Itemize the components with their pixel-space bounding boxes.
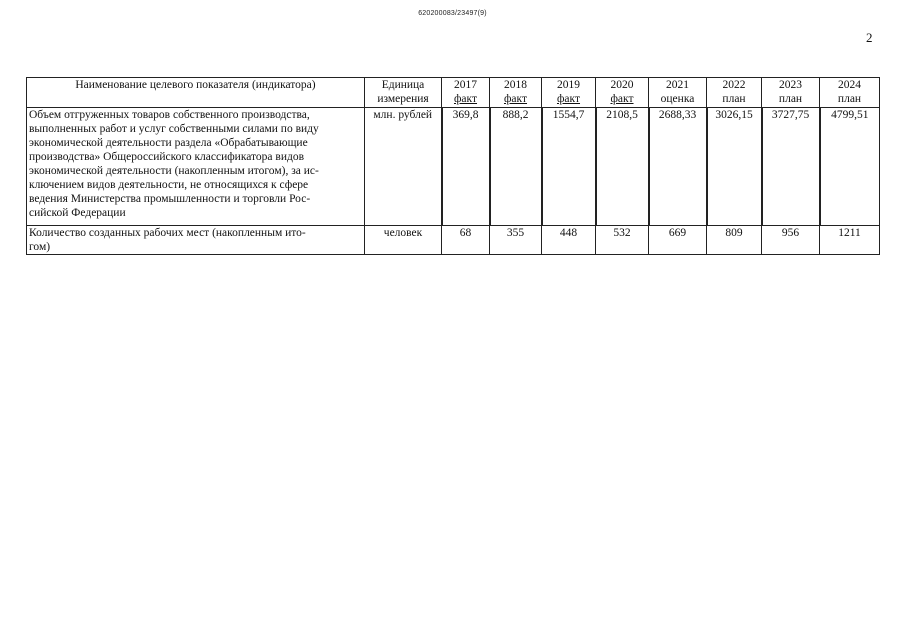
- indicator-name-line: Количество созданных рабочих мест (накопленным ито-: [29, 227, 306, 239]
- value-2020: 532: [596, 226, 649, 255]
- header-year-2020: [596, 78, 649, 108]
- header-year: 2018: [504, 79, 527, 91]
- table-header-row: [27, 78, 880, 108]
- indicator-name-line: сийской Федерации: [29, 207, 126, 219]
- header-year-kind: факт: [610, 93, 634, 105]
- indicator-name-line: Объем отгруженных товаров собственного производства,: [29, 109, 310, 121]
- header-year: 2017: [454, 79, 477, 91]
- header-year-2017: [442, 78, 490, 108]
- value-2017: 68: [442, 226, 490, 255]
- indicator-name-line: выполненных работ и услуг собственными силами по виду: [29, 123, 319, 135]
- header-year-2018: [490, 78, 542, 108]
- header-year: 2022: [722, 79, 746, 91]
- header-year-kind: факт: [503, 93, 528, 105]
- header-year-kind: факт: [453, 93, 478, 105]
- indicator-name-line: ведения Министерства промышленности и торговли Рос-: [29, 193, 311, 205]
- value-2022: 3026,15: [707, 108, 762, 226]
- indicator-name: [27, 226, 365, 255]
- indicators-table: [26, 77, 880, 255]
- header-year-2023: [762, 78, 820, 108]
- header-year: 2023: [779, 79, 802, 91]
- indicator-name: [27, 108, 365, 226]
- header-year: 2021: [666, 79, 689, 91]
- indicator-unit: человек: [365, 226, 442, 255]
- header-year: 2019: [557, 79, 580, 91]
- value-2017: 369,8: [442, 108, 490, 226]
- page-number: 2: [866, 30, 873, 45]
- value-2021: 2688,33: [649, 108, 707, 226]
- value-2023: 956: [762, 226, 820, 255]
- value-2020: 2108,5: [596, 108, 649, 226]
- value-2022: 809: [707, 226, 762, 255]
- header-year-kind: факт: [556, 93, 581, 105]
- header-year: 2024: [838, 79, 861, 91]
- document-code: 620200083/23497(9): [418, 10, 487, 17]
- header-year-kind: оценка: [660, 93, 695, 105]
- value-2019: 448: [542, 226, 596, 255]
- indicator-name-line: гом): [29, 241, 51, 253]
- indicator-name-line: производства» Общероссийского классификатора видов: [29, 151, 305, 163]
- value-2018: 888,2: [490, 108, 542, 226]
- value-2024: 1211: [820, 226, 880, 255]
- header-unit: [365, 78, 442, 108]
- value-2024: 4799,51: [820, 108, 880, 226]
- value-2023: 3727,75: [762, 108, 820, 226]
- header-year-2021: [649, 78, 707, 108]
- indicator-name-line: экономической деятельности (накопленным итогом), за ис-: [29, 165, 319, 177]
- indicator-name-line: ключением видов деятельности, не относящихся к сфере: [29, 179, 309, 191]
- indicator-unit: млн. рублей: [365, 108, 442, 226]
- header-year-kind: план: [722, 93, 746, 105]
- indicator-name-line: экономической деятельности раздела «Обрабатывающие: [29, 137, 308, 149]
- value-2019: 1554,7: [542, 108, 596, 226]
- header-year-kind: план: [837, 93, 862, 105]
- table-row: [27, 226, 880, 255]
- header-unit-line2: измерения: [377, 93, 429, 105]
- header-indicator-name: Наименование целевого показателя (индикатора): [27, 78, 365, 108]
- table-row: [27, 108, 880, 226]
- header-year-2019: [542, 78, 596, 108]
- header-year: 2020: [610, 79, 634, 91]
- value-2021: 669: [649, 226, 707, 255]
- header-year-2024: [820, 78, 880, 108]
- header-year-kind: план: [778, 93, 803, 105]
- value-2018: 355: [490, 226, 542, 255]
- header-year-2022: [707, 78, 762, 108]
- header-unit-line1: Единица: [381, 79, 425, 91]
